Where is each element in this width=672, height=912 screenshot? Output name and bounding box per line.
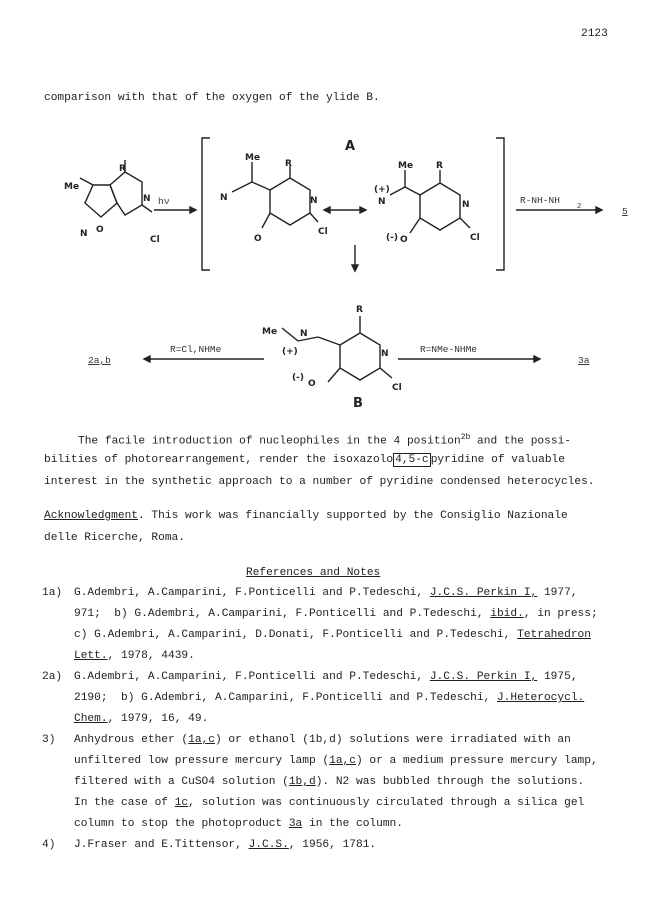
- reference-text: filtered with a CuSO4 solution (: [74, 776, 289, 788]
- references-heading: References and Notes: [246, 567, 381, 579]
- atom-cl: Cl: [318, 227, 328, 237]
- reference-text: J.Heterocycl.: [496, 692, 585, 704]
- reference-text: J.C.S.: [248, 839, 289, 851]
- atom-o: O: [254, 234, 262, 244]
- reference-text: , 1979, 16, 49.: [107, 713, 209, 725]
- reagent-right-sub: 2: [577, 203, 582, 211]
- reference-line: [74, 793, 669, 813]
- atom-cl: Cl: [150, 235, 160, 245]
- atom-n: N: [462, 200, 470, 210]
- atom-cl: Cl: [392, 383, 402, 393]
- intro-line: comparison with that of the oxygen of the ylide B.: [44, 92, 380, 104]
- reference-line: [74, 646, 669, 666]
- reference-text: c) G.Adembri, A.Camparini, D.Donati, F.Ponticelli and P.Tedeschi,: [74, 629, 518, 641]
- para-text: The facile introduction of nucleophiles in the 4 position: [78, 435, 461, 448]
- reference-text: 1b,d: [288, 776, 316, 788]
- reference-text: G.Adembri, A.Camparini, F.Ponticelli and P.Tedeschi,: [74, 671, 430, 683]
- atom-o-minus: O: [400, 235, 408, 245]
- product-2ab: 2a,b: [88, 355, 111, 366]
- reference-number: 3): [42, 734, 56, 746]
- acknowledgment-line-2: delle Ricerche, Roma.: [44, 532, 185, 544]
- atom-r: R: [436, 161, 443, 171]
- atom-me: Me: [262, 327, 278, 337]
- reference-text: In the case of: [74, 797, 175, 809]
- reference-line: [74, 604, 669, 624]
- para-text: and the possi-: [470, 435, 572, 448]
- atom-n: N: [143, 194, 151, 204]
- paragraph-line-3: interest in the synthetic approach to a number of pyridine condensed heterocycles.: [44, 476, 595, 488]
- atom-n: N: [300, 329, 308, 339]
- reference-text: 971; b) G.Adembri, A.Camparini, F.Ponticelli and P.Tedeschi,: [74, 608, 491, 620]
- reference-line: [74, 709, 669, 729]
- reference-line: [74, 625, 669, 645]
- reference-text: 1977,: [537, 587, 578, 599]
- reference-text: J.Fraser and E.Tittensor,: [74, 839, 249, 851]
- acknowledgment: [44, 506, 568, 526]
- plus-charge: (+): [282, 347, 298, 357]
- reference-line: [74, 688, 669, 708]
- reference-text: unfiltered low pressure mercury lamp (: [74, 755, 330, 767]
- paragraph-line-1: [78, 428, 571, 452]
- reference-number: 4): [42, 839, 56, 851]
- reference-text: J.C.S. Perkin I,: [429, 587, 538, 599]
- reference-text: ) or ethanol (1b,d) solutions were irradiated with an: [215, 734, 571, 746]
- references-list: [42, 583, 642, 883]
- bracket-left: [202, 138, 210, 270]
- reference-text: J.C.S. Perkin I,: [429, 671, 538, 683]
- reference-text: ). N2 was bubbled through the solutions.: [315, 776, 585, 788]
- reagent-left: R=Cl,NHMe: [170, 344, 222, 355]
- atom-r: R: [356, 305, 363, 315]
- reference-text: 1c: [174, 797, 189, 809]
- reference-text: in the column.: [302, 818, 403, 830]
- reference-text: , in press;: [523, 608, 598, 620]
- reference-text: , 1956, 1781.: [288, 839, 377, 851]
- reagent-right: R-NH-NH: [520, 195, 560, 206]
- ylide-a-right-structure: [390, 170, 470, 233]
- reference-text: 1a,c: [329, 755, 356, 767]
- reference-line: [74, 667, 669, 687]
- minus-charge: (-): [386, 233, 398, 243]
- atom-n: N: [381, 349, 389, 359]
- atom-r: R: [285, 159, 292, 169]
- bracket-right: [496, 138, 504, 270]
- reference-number: 1a): [42, 587, 63, 599]
- starting-material-structure: [80, 160, 152, 217]
- reference-number: 2a): [42, 671, 63, 683]
- reference-line: [74, 730, 669, 750]
- reference-line: [74, 583, 669, 603]
- label-b: B: [353, 396, 363, 411]
- atom-n: N: [378, 197, 386, 207]
- minus-charge: (-): [292, 373, 304, 383]
- acknowledgment-label: Acknowledgment: [44, 510, 138, 522]
- reference-text: , solution was continuously circulated through a silica gel: [188, 797, 585, 809]
- atom-r: R: [119, 164, 126, 174]
- para-text: pyridine of valuable: [430, 454, 565, 466]
- reference-text: Tetrahedron: [517, 629, 591, 641]
- reference-text: column to stop the photoproduct: [74, 818, 289, 830]
- atom-me: Me: [398, 161, 414, 171]
- atom-n: N: [80, 229, 88, 239]
- reference-line: [74, 751, 669, 771]
- reference-text: , 1978, 4439.: [107, 650, 195, 662]
- plus-charge: (+): [374, 185, 390, 195]
- atom-o-minus: O: [308, 379, 316, 389]
- acknowledgment-text: . This work was financially supported by the Consiglio Nazionale: [138, 510, 568, 522]
- reagent-bottom-right: R=NMe-NHMe: [420, 344, 478, 355]
- reference-text: ibid.: [490, 608, 524, 620]
- footnote-ref: 2b: [460, 433, 471, 442]
- atom-me: Me: [245, 153, 261, 163]
- reference-text: Anhydrous ether (: [74, 734, 189, 746]
- reference-text: G.Adembri, A.Camparini, F.Ponticelli and P.Tedeschi,: [74, 587, 430, 599]
- reference-line: [74, 814, 669, 834]
- reference-text: ) or a medium pressure mercury lamp,: [355, 755, 598, 767]
- reference-text: 1975,: [537, 671, 578, 683]
- product-5: 5: [622, 206, 628, 217]
- atom-n: N: [220, 193, 228, 203]
- reference-text: Chem.: [74, 713, 108, 725]
- page-number: 2123: [581, 28, 608, 40]
- atom-cl: Cl: [470, 233, 480, 243]
- product-3a: 3a: [578, 355, 590, 366]
- label-a: A: [345, 139, 356, 154]
- ylide-a-left-structure: [232, 162, 318, 228]
- reference-line: [74, 772, 669, 792]
- paragraph-line-2: [44, 450, 565, 470]
- hv-label: hν: [158, 196, 170, 207]
- atom-n: N: [310, 196, 318, 206]
- bracket-locant: 4,5-c: [395, 454, 429, 466]
- reference-text: 3a: [288, 818, 303, 830]
- reference-text: 1a,c: [188, 734, 215, 746]
- reference-text: 2190; b) G.Adembri, A.Camparini, F.Ponticelli and P.Tedeschi,: [74, 692, 497, 704]
- reference-line: [74, 835, 669, 855]
- atom-me: Me: [64, 182, 80, 192]
- reference-text: Lett.: [74, 650, 108, 662]
- para-text: bilities of photorearrangement, render the isoxazolo: [44, 454, 394, 466]
- atom-o: O: [96, 225, 104, 235]
